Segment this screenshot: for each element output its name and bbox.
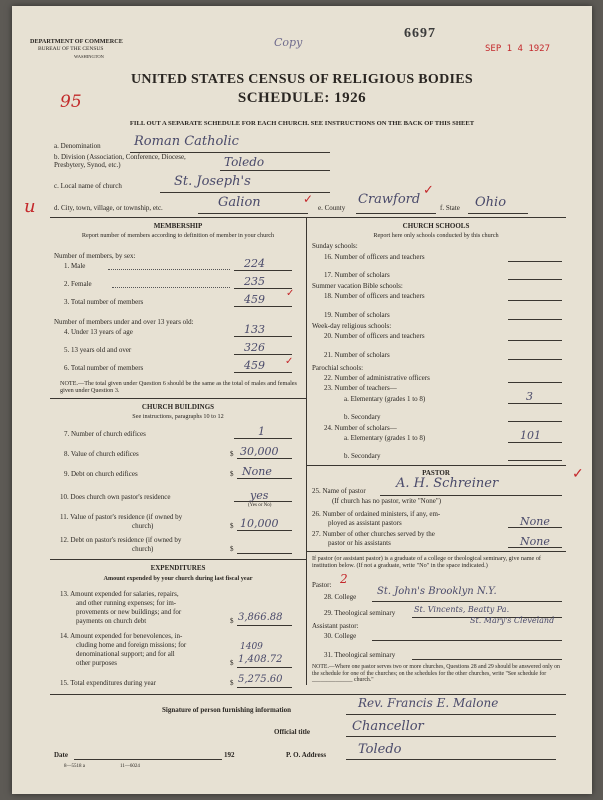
q22-label: 22. Number of administrative officers [324,374,430,382]
q30-line [372,640,562,641]
q8-value: 30,000 [240,445,279,458]
q23a-line [508,403,562,404]
schools-sunday: Sunday schools: [312,242,358,250]
expenditures-heading: EXPENDITURES [150,564,206,572]
q9-value: None [242,465,272,478]
q4-value: 133 [244,323,265,336]
section-bottom-rule [50,694,566,695]
q1-value: 224 [244,257,265,270]
q3-label: 3. Total number of members [64,298,144,306]
q25-line [380,495,562,496]
q25-value: A. H. Schreiner [396,476,499,491]
form-instruction: FILL OUT A SEPARATE SCHEDULE FOR EACH CHURCH. SEE INSTRUCTIONS ON THE BACK OF THIS SHEET [129,120,475,127]
q28-line [372,601,562,602]
schools-bottom-rule [306,465,566,466]
q1-line [234,270,292,271]
q14-label-2: cluding home and foreign missions; for [76,641,187,649]
q15-label: 15. Total expenditures during year [60,679,156,687]
q10-label: 10. Does church own pastor's residence [60,493,171,501]
membership-by-sex: Number of members, by sex: [54,252,136,260]
q31-line [412,659,562,660]
q23b-line [508,421,562,422]
q2-line [234,288,292,289]
q24a-value: 101 [520,429,541,442]
pastor-sub-rule [306,551,566,552]
city-label: d. City, town, village, or township, etc. [54,204,163,212]
q26-label-1: 26. Number of ordained ministers, if any, em- [312,510,441,518]
q6-label: 6. Total number of members [64,364,144,372]
q14-label-4: other purposes [76,659,118,667]
denomination-label: a. Denomination [54,142,101,150]
po-address-line [346,759,556,760]
department-line-2: BUREAU OF THE CENSUS [38,46,104,52]
q7-label: 7. Number of church edifices [64,430,146,438]
q27-label-2: pastor or his assistants [328,539,391,547]
q15-value: 5,275.60 [238,674,283,685]
date-year: 192 [224,751,235,759]
church-name-value: St. Joseph's [174,174,251,189]
q8-label: 8. Value of church edifices [64,450,139,458]
q14-label-3: denominational support; and for all [76,650,175,658]
q23b-label: b. Secondary [344,413,381,421]
census-schedule-form [12,6,592,794]
pastor-note: NOTE.—Where one pastor serves two or more churches, Questions 28 and 29 should be answered only on the schedule for one of the churches; on the schedules for the other churches, write "See schedule for ______________ church." [312,664,560,684]
q12-label-1: 12. Debt on pastor's residence (if owned by [60,536,182,544]
po-address-label: P. O. Address [286,751,327,759]
pastor-red-mark: 2 [340,572,348,586]
q28-value: St. John's Brooklyn N.Y. [377,586,497,597]
q3-value: 459 [244,293,265,306]
schools-summer: Summer vacation Bible schools: [312,282,403,290]
q18-line [508,300,562,301]
q11-value: 10,000 [240,517,279,530]
po-address-value: Toledo [358,742,402,757]
q16-label: 16. Number of officers and teachers [324,253,425,261]
county-line [356,213,436,214]
schools-weekday: Week-day religious schools: [312,322,392,330]
membership-heading: MEMBERSHIP [153,222,203,230]
assistant-label: Assistant pastor: [312,622,359,630]
q11-label-1: 11. Value of pastor's residence (if owned by [60,513,183,521]
q8-line [237,458,292,459]
schools-intro: Report here only schools conducted by this church [373,232,499,239]
q29-value-2: St. Mary's Cleveland [470,616,555,625]
q13-label-4: payments on church debt [76,617,147,625]
q16-line [508,261,562,262]
q27-value: None [520,535,550,548]
buildings-bottom-rule [50,559,306,560]
q2-value: 235 [244,275,265,288]
q9-label: 9. Debt on church edifices [64,470,138,478]
q10-value: yes [250,489,269,502]
q3-line [234,306,292,307]
date-line [74,759,222,760]
form-subtitle: SCHEDULE: 1926 [237,90,367,106]
q5-line [234,354,292,355]
q2-label: 2. Female [64,280,92,288]
red-mark-95: 95 [60,92,82,112]
q26-label-2: ployed as assistant pastors [328,519,402,527]
signature-label: Signature of person furnishing information [162,706,291,714]
q14-line [237,667,292,668]
q15-dollar: $ [230,679,234,687]
official-title-line [346,736,556,737]
pastor-label: Pastor: [312,581,332,589]
church-name-label: c. Local name of church [54,182,122,190]
q22-line [508,382,562,383]
q27-label-1: 27. Number of other churches served by the [312,530,435,538]
q1-leader [108,269,230,270]
state-line [468,213,528,214]
q25-hint: (If church has no pastor, write "None") [332,497,442,505]
q7-line [234,438,292,439]
membership-under-over: Number of members under and over 13 years old: [54,318,194,326]
q17-line [508,279,562,280]
official-title-label: Official title [274,728,310,736]
department-line-3: WASHINGTON [74,54,104,59]
q24a-line [508,442,562,443]
footer-code-1: 8—5518 a [64,764,85,769]
membership-note: NOTE.—The total given under Question 6 should be the same as the total of males and females given under Question 3. [60,380,297,394]
q31-label: 31. Theological seminary [324,651,396,659]
official-title-value: Chancellor [352,719,424,734]
q11-label-2: church) [132,522,154,530]
q25-check-icon: ✓ [572,467,584,482]
q30-label: 30. College [324,632,357,640]
date-label: Date [54,751,68,759]
expenditures-sub: Amount expended by your church during last fiscal year [103,575,253,582]
q4-label: 4. Under 13 years of age [64,328,133,336]
state-value: Ohio [475,195,507,210]
city-value: Galion [218,195,261,210]
q19-line [508,319,562,320]
signature-line [346,714,556,715]
q9-dollar: $ [230,470,234,478]
center-divider [306,217,307,685]
q4-line [234,336,292,337]
q6-check-icon: ✓ [285,356,294,367]
q14-dollar: $ [230,659,234,667]
city-line [198,213,308,214]
q8-dollar: $ [230,450,234,458]
graduate-note: If pastor (or assistant pastor) is a graduate of a college or theological seminary, give name of institution below. (If not a graduate, write "No" in the space indicated.) [312,555,541,569]
division-label: b. Division (Association, Conference, Diocese, Presbytery, Synod, etc.) [54,153,186,169]
q14-value: 1,408.72 [238,654,283,665]
q21-line [508,359,562,360]
q1-label: 1. Male [64,262,86,270]
red-mark-u: u [24,196,36,217]
q14-label-1: 14. Amount expended for benevolences, in- [60,632,183,640]
q13-dollar: $ [230,617,234,625]
q6-value: 459 [244,359,265,372]
q26-value: None [520,515,550,528]
signature-value: Rev. Francis E. Malone [358,696,499,710]
membership-bottom-rule [50,398,306,399]
q13-label-2: and other running expenses; for im- [76,599,177,607]
q14-margin-note: 1409 [240,642,263,652]
q15-line [237,687,292,688]
q13-label-3: provements or new buildings; and for [76,608,182,616]
county-label: e. County [318,204,346,212]
membership-intro: Report number of members according to definition of member in your church [81,232,275,239]
q12-label-2: church) [132,545,154,553]
schools-parochial: Parochial schools: [312,364,364,372]
q11-dollar: $ [230,522,234,530]
department-line-1: DEPARTMENT OF COMMERCE [30,38,123,45]
q24b-label: b. Secondary [344,452,381,460]
footer-code-2: 11—6024 [120,764,140,769]
q25-label: 25. Name of pastor [312,487,366,495]
state-label: f. State [440,204,460,212]
section-top-rule [50,217,566,218]
q5-value: 326 [244,341,265,354]
form-title: UNITED STATES CENSUS OF RELIGIOUS BODIES [130,72,473,87]
form-number: 6697 [404,26,436,41]
q23-label: 23. Number of teachers— [324,384,397,392]
q12-dollar: $ [230,545,234,553]
q21-label: 21. Number of scholars [324,351,390,359]
q2-leader [112,287,230,288]
q11-line [237,530,292,531]
q3-check-icon: ✓ [286,288,295,299]
q9-line [237,478,292,479]
division-line [220,170,330,171]
q12-line [237,553,292,554]
division-value: Toledo [224,155,265,169]
q13-value: 3,866.88 [238,612,283,623]
date-stamp: SEP 1 4 1927 [485,44,551,54]
q7-value: 1 [258,425,265,438]
pastor-heading: PASTOR [422,469,450,477]
county-check-icon: ✓ [423,182,434,197]
q6-line [234,372,292,373]
county-value: Crawford [358,192,421,207]
city-check-icon: ✓ [303,192,314,206]
q23a-value: 3 [526,390,533,403]
q29-label: 29. Theological seminary [324,609,396,617]
denomination-value: Roman Catholic [134,134,239,149]
q10-yes-no-hint: (Yes or No) [248,503,272,508]
q29-value-1: St. Vincents, Beatty Pa. [414,605,510,614]
q13-label-1: 13. Amount expended for salaries, repairs, [60,590,179,598]
q24b-line [508,460,562,461]
copy-stamp: Copy [274,36,303,49]
buildings-sub: See instructions, paragraphs 10 to 12 [132,413,224,420]
schools-heading: CHURCH SCHOOLS [402,222,470,230]
q24-label: 24. Number of scholars— [324,424,397,432]
buildings-heading: CHURCH BUILDINGS [141,403,215,411]
q18-label: 18. Number of officers and teachers [324,292,425,300]
q20-label: 20. Number of officers and teachers [324,332,425,340]
q28-label: 28. College [324,593,357,601]
q5-label: 5. 13 years old and over [64,346,132,354]
q20-line [508,340,562,341]
q23a-label: a. Elementary (grades 1 to 8) [344,395,426,403]
q19-label: 19. Number of scholars [324,311,390,319]
q17-label: 17. Number of scholars [324,271,390,279]
q13-line [237,625,292,626]
q24a-label: a. Elementary (grades 1 to 8) [344,434,426,442]
